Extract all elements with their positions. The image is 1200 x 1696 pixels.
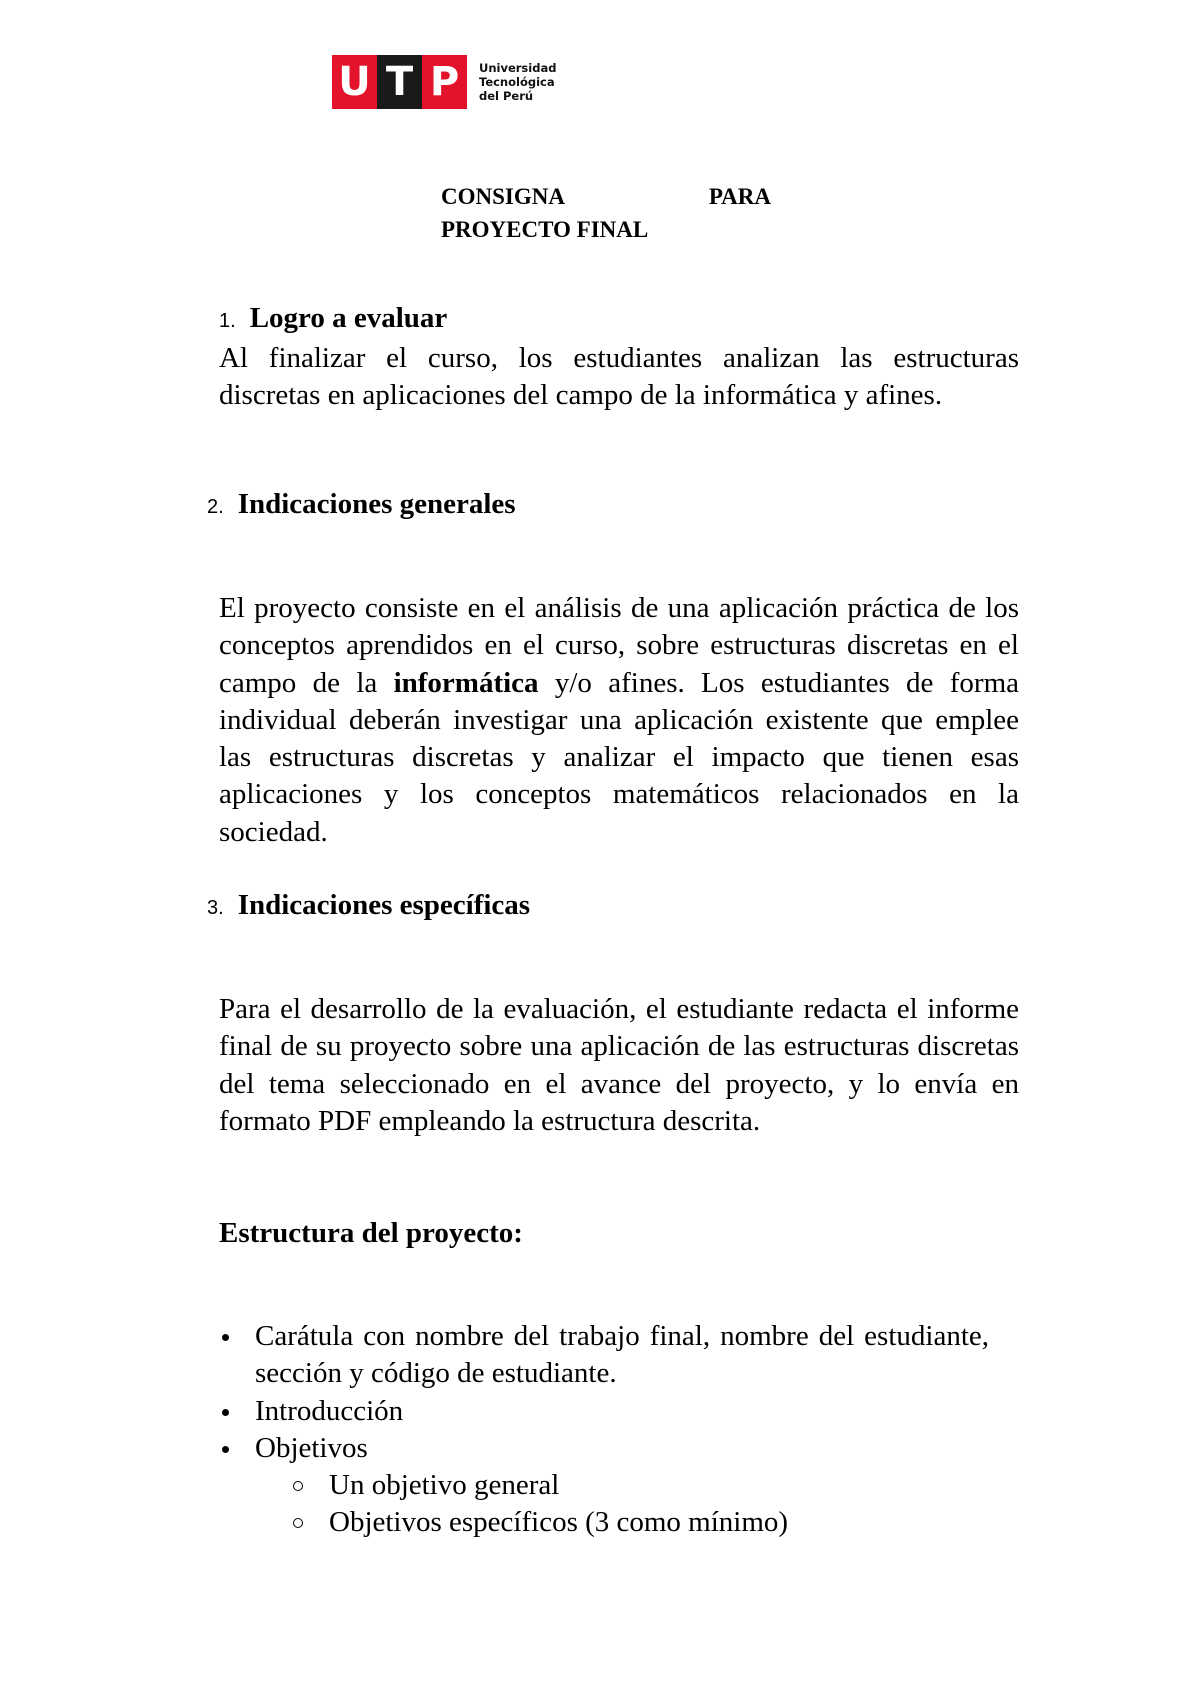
section-3-heading (207, 889, 530, 922)
section-2-body-end: y/o afines. Los estudiantes de forma individual deberán investigar una aplicación existente que emplee las estructuras discretas y analizar el impacto que tienen esas aplicaciones y los conceptos matemáticos relacionados en la sociedad. (219, 666, 1019, 848)
logo-letter-p: P (422, 55, 467, 109)
list-item (219, 1318, 989, 1393)
section-2-number: 2. (207, 496, 224, 518)
logo-university-name (479, 61, 556, 103)
section-3-number: 3. (207, 897, 224, 919)
logo-letter-u: U (332, 55, 377, 109)
logo-letter-t: T (377, 55, 422, 109)
list-item-text: Introducción (255, 1394, 404, 1427)
section-2-body-bold: informática (393, 666, 539, 699)
sublist-item-text: Objetivos específicos (3 como mínimo) (329, 1506, 789, 1539)
sublist-item (293, 1504, 788, 1541)
logo-line-2: Tecnológica (479, 75, 555, 89)
hollow-bullet-icon (293, 1518, 303, 1528)
logo-letter-blocks (332, 55, 467, 109)
section-2-title: Indicaciones generales (237, 488, 516, 520)
sublist-item-text: Un objetivo general (329, 1469, 560, 1501)
section-2-body-start: El proyecto consiste en el análisis de una aplicación práctica de los conceptos aprendidos en el curso, sobre estructuras discretas en el campo de la (219, 592, 1019, 699)
list-item-text: Carátula con nombre del trabajo final, nombre del estudiante, sección y código de estudiante. (255, 1320, 989, 1390)
structure-list (219, 1318, 989, 1467)
title-word-consigna: CONSIGNA (441, 184, 565, 209)
section-1-number: 1. (219, 310, 236, 332)
structure-heading (219, 1217, 523, 1250)
list-item-text: Objetivos (255, 1431, 368, 1464)
utp-logo (332, 55, 556, 109)
sublist-item (293, 1467, 788, 1504)
hollow-bullet-icon (293, 1481, 303, 1491)
section-2-body (219, 590, 1019, 851)
title-line-2: PROYECTO FINAL (441, 217, 649, 242)
bullet-icon (222, 1446, 229, 1453)
objectives-sublist (293, 1467, 788, 1542)
title-line-1 (441, 180, 771, 213)
section-1-body: Al finalizar el curso, los estudiantes analizan las estructuras discretas en aplicaciones del campo de la informática y afines. (219, 342, 1019, 412)
bullet-icon (222, 1334, 229, 1341)
section-2-heading (207, 488, 516, 521)
structure-heading-text: Estructura del proyecto: (219, 1217, 523, 1249)
list-item (219, 1393, 989, 1430)
document-title (441, 180, 771, 246)
section-3-body: Para el desarrollo de la evaluación, el estudiante redacta el informe final de su proyecto sobre una aplicación de las estructuras discretas del tema seleccionado en el avance del proyecto, y lo envía en formato PDF empleando la estructura descrita. (219, 993, 1019, 1137)
bullet-icon (222, 1409, 229, 1416)
section-1-title: Logro a evaluar (249, 302, 448, 334)
section-3-title: Indicaciones específicas (237, 889, 531, 921)
list-item (219, 1430, 989, 1467)
section-1-heading (219, 302, 447, 335)
title-word-para: PARA (708, 184, 771, 209)
logo-line-3: del Perú (479, 89, 534, 103)
logo-line-1: Universidad (479, 61, 557, 75)
